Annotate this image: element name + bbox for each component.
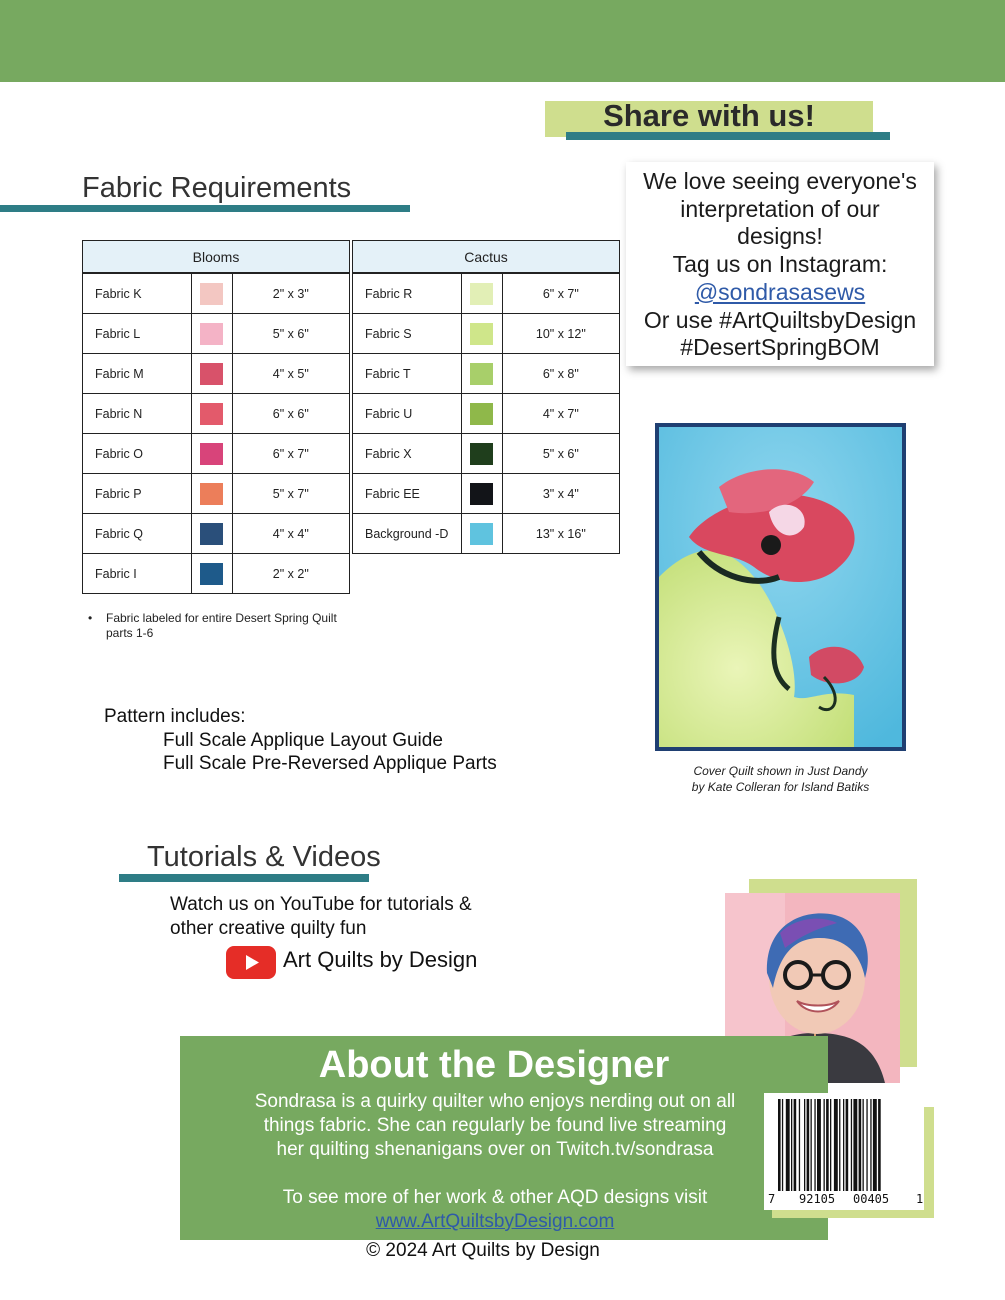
fabric-swatch-cell (191, 394, 232, 434)
fabric-swatch (200, 283, 223, 305)
fabric-swatch-cell (191, 273, 232, 314)
barcode-bar (846, 1099, 849, 1191)
fabric-swatch-cell (461, 434, 502, 474)
table-row (353, 394, 620, 434)
table-row (83, 514, 350, 554)
fabric-swatch (470, 483, 493, 505)
fabric-swatch (470, 363, 493, 385)
fabric-size: 3" x 4" (502, 474, 619, 514)
barcode-bar (814, 1099, 815, 1191)
fabric-requirements-underline (0, 205, 410, 212)
barcode-bar (794, 1099, 797, 1191)
table-row (83, 314, 350, 354)
fabric-swatch-cell (461, 314, 502, 354)
barcode-digits-3: 00405 (853, 1192, 890, 1206)
barcode-bar (804, 1099, 805, 1191)
table-row (353, 514, 620, 554)
youtube-play-icon[interactable] (226, 946, 276, 979)
fabric-size: 5" x 6" (502, 434, 619, 474)
fabric-swatch-cell (461, 514, 502, 554)
youtube-channel-name[interactable]: Art Quilts by Design (283, 947, 478, 972)
barcode-bar (863, 1099, 864, 1191)
table-row (83, 474, 350, 514)
website-link[interactable]: www.ArtQuiltsbyDesign.com (375, 1211, 615, 1232)
barcode-digits (764, 1192, 924, 1206)
fabric-name: Fabric X (353, 434, 462, 474)
fabric-size: 6" x 8" (502, 354, 619, 394)
blooms-table (82, 240, 350, 594)
barcode-digit-4: 1 (916, 1192, 924, 1206)
copyright: © 2024 Art Quilts by Design (366, 1240, 600, 1261)
fabric-size: 6" x 7" (232, 434, 349, 474)
fabric-swatch (470, 443, 493, 465)
fabric-swatch-cell (461, 474, 502, 514)
fabric-size: 5" x 6" (232, 314, 349, 354)
fabric-name: Fabric R (353, 273, 462, 314)
share-line-2: interpretation of our (680, 195, 880, 222)
barcode-bars (764, 1093, 924, 1193)
barcode-bar (826, 1099, 829, 1191)
fabric-swatch-cell (191, 474, 232, 514)
about-designer-bio (220, 1090, 770, 1234)
barcode-digit-1: 7 (768, 1192, 776, 1206)
fabric-size: 6" x 6" (232, 394, 349, 434)
table-row (353, 314, 620, 354)
cover-caption-line-2: by Kate Colleran for Island Batiks (691, 780, 870, 794)
fabric-size: 2" x 3" (232, 273, 349, 314)
pattern-includes-title: Pattern includes: (104, 706, 246, 727)
fabric-requirements-title: Fabric Requirements (82, 172, 352, 204)
fabric-size: 4" x 5" (232, 354, 349, 394)
fabric-swatch (200, 323, 223, 345)
fabric-swatch (470, 523, 493, 545)
barcode-bar (839, 1099, 840, 1191)
fabric-name: Background -D (353, 514, 462, 554)
barcode-bar (799, 1099, 800, 1191)
barcode-bar (851, 1099, 852, 1191)
barcode-bar (834, 1099, 838, 1191)
barcode-bar (873, 1099, 877, 1191)
barcode-bar (843, 1099, 844, 1191)
barcode-bar (824, 1099, 825, 1191)
fabric-swatch-cell (191, 514, 232, 554)
bio-line-1: Sondrasa is a quirky quilter who enjoys nerding out on all (254, 1091, 736, 1112)
share-line-5: Or use #ArtQuiltsbyDesign (643, 306, 917, 333)
fabric-name: Fabric U (353, 394, 462, 434)
share-line-4: Tag us on Instagram: (672, 251, 888, 278)
barcode-bar (853, 1099, 857, 1191)
cactus-header: Cactus (353, 241, 620, 274)
table-row (353, 354, 620, 394)
pattern-item: Full Scale Pre-Reversed Applique Parts (163, 753, 497, 774)
fabric-swatch-cell (191, 434, 232, 474)
fabric-swatch (200, 563, 223, 585)
barcode-bar (870, 1099, 871, 1191)
share-title: Share with us! (603, 98, 815, 133)
cover-caption (655, 763, 906, 795)
fabric-name: Fabric O (83, 434, 192, 474)
fabric-swatch (470, 323, 493, 345)
fabric-name: Fabric T (353, 354, 462, 394)
about-designer-title: About the Designer (318, 1044, 670, 1086)
fabric-size: 13" x 16" (502, 514, 619, 554)
fabric-name: Fabric N (83, 394, 192, 434)
fabric-swatch (470, 283, 493, 305)
barcode-bar (791, 1099, 792, 1191)
top-banner (0, 0, 1005, 82)
fabric-size: 10" x 12" (502, 314, 619, 354)
fabric-swatch (200, 443, 223, 465)
instagram-handle-link[interactable]: @sondrasasews (694, 278, 866, 305)
barcode-bar (817, 1099, 821, 1191)
quilt-artwork (659, 427, 902, 747)
table-row (353, 474, 620, 514)
share-box (626, 162, 934, 366)
fabric-name: Fabric EE (353, 474, 462, 514)
fabric-name: Fabric Q (83, 514, 192, 554)
cactus-table (352, 240, 620, 554)
fabric-size: 6" x 7" (502, 273, 619, 314)
pattern-item: Full Scale Applique Layout Guide (163, 729, 443, 751)
see-more-text: To see more of her work & other AQD designs visit (282, 1187, 708, 1208)
barcode-bar (811, 1099, 812, 1191)
cover-quilt-image (655, 423, 906, 751)
table-row (83, 354, 350, 394)
fabric-swatch (470, 403, 493, 425)
fabric-swatch-cell (191, 314, 232, 354)
fabric-swatch (200, 363, 223, 385)
barcode-bar (830, 1099, 831, 1191)
fabric-swatch (200, 523, 223, 545)
table-row (83, 394, 350, 434)
barcode-digits-2: 92105 (799, 1192, 836, 1206)
table-row (83, 554, 350, 594)
tutorials-line-2: other creative quilty fun (170, 918, 367, 939)
barcode-bar (782, 1099, 783, 1191)
bio-line-3: her quilting shenanigans over on Twitch.tv/sondrasa (276, 1139, 714, 1160)
fabric-swatch-cell (191, 354, 232, 394)
barcode-bar (878, 1099, 881, 1191)
barcode (764, 1093, 924, 1210)
fabric-swatch-cell (461, 273, 502, 314)
fabric-swatch-cell (461, 354, 502, 394)
table-row (83, 273, 350, 314)
fabric-swatch (200, 483, 223, 505)
table-row (353, 434, 620, 474)
fabric-swatch-cell (461, 394, 502, 434)
fabric-swatch (200, 403, 223, 425)
barcode-bar (859, 1099, 862, 1191)
table-row (83, 434, 350, 474)
barcode-bar (778, 1099, 781, 1191)
bio-line-2: things fabric. She can regularly be found live streaming (263, 1115, 727, 1136)
fabric-swatch-cell (191, 554, 232, 594)
barcode-bar (786, 1099, 790, 1191)
barcode-bar (807, 1099, 810, 1191)
fabric-size: 5" x 7" (232, 474, 349, 514)
share-line-3: designs! (737, 223, 823, 250)
tutorials-underline (119, 874, 369, 882)
blooms-header: Blooms (83, 241, 350, 274)
fabric-name: Fabric P (83, 474, 192, 514)
tutorials-text (170, 893, 510, 941)
share-line-1: We love seeing everyone's (643, 168, 917, 194)
about-designer-panel (180, 1036, 828, 1240)
fabric-note-text: Fabric labeled for entire Desert Spring Quilt parts 1-6 (106, 611, 337, 640)
fabric-size: 4" x 4" (232, 514, 349, 554)
bullet-icon: • (88, 611, 93, 625)
tutorials-line-1: Watch us on YouTube for tutorials & (170, 894, 472, 915)
fabric-size: 2" x 2" (232, 554, 349, 594)
tutorials-title: Tutorials & Videos (147, 841, 381, 873)
fabric-name: Fabric L (83, 314, 192, 354)
fabric-name: Fabric M (83, 354, 192, 394)
barcode-bar (866, 1099, 867, 1191)
fabric-name: Fabric S (353, 314, 462, 354)
table-row (353, 273, 620, 314)
fabric-name: Fabric I (83, 554, 192, 594)
share-line-6: #DesertSpringBOM (680, 334, 880, 361)
pattern-includes (104, 705, 497, 776)
cover-caption-line-1: Cover Quilt shown in Just Dandy (693, 764, 868, 778)
fabric-size: 4" x 7" (502, 394, 619, 434)
fabric-name: Fabric K (83, 273, 192, 314)
